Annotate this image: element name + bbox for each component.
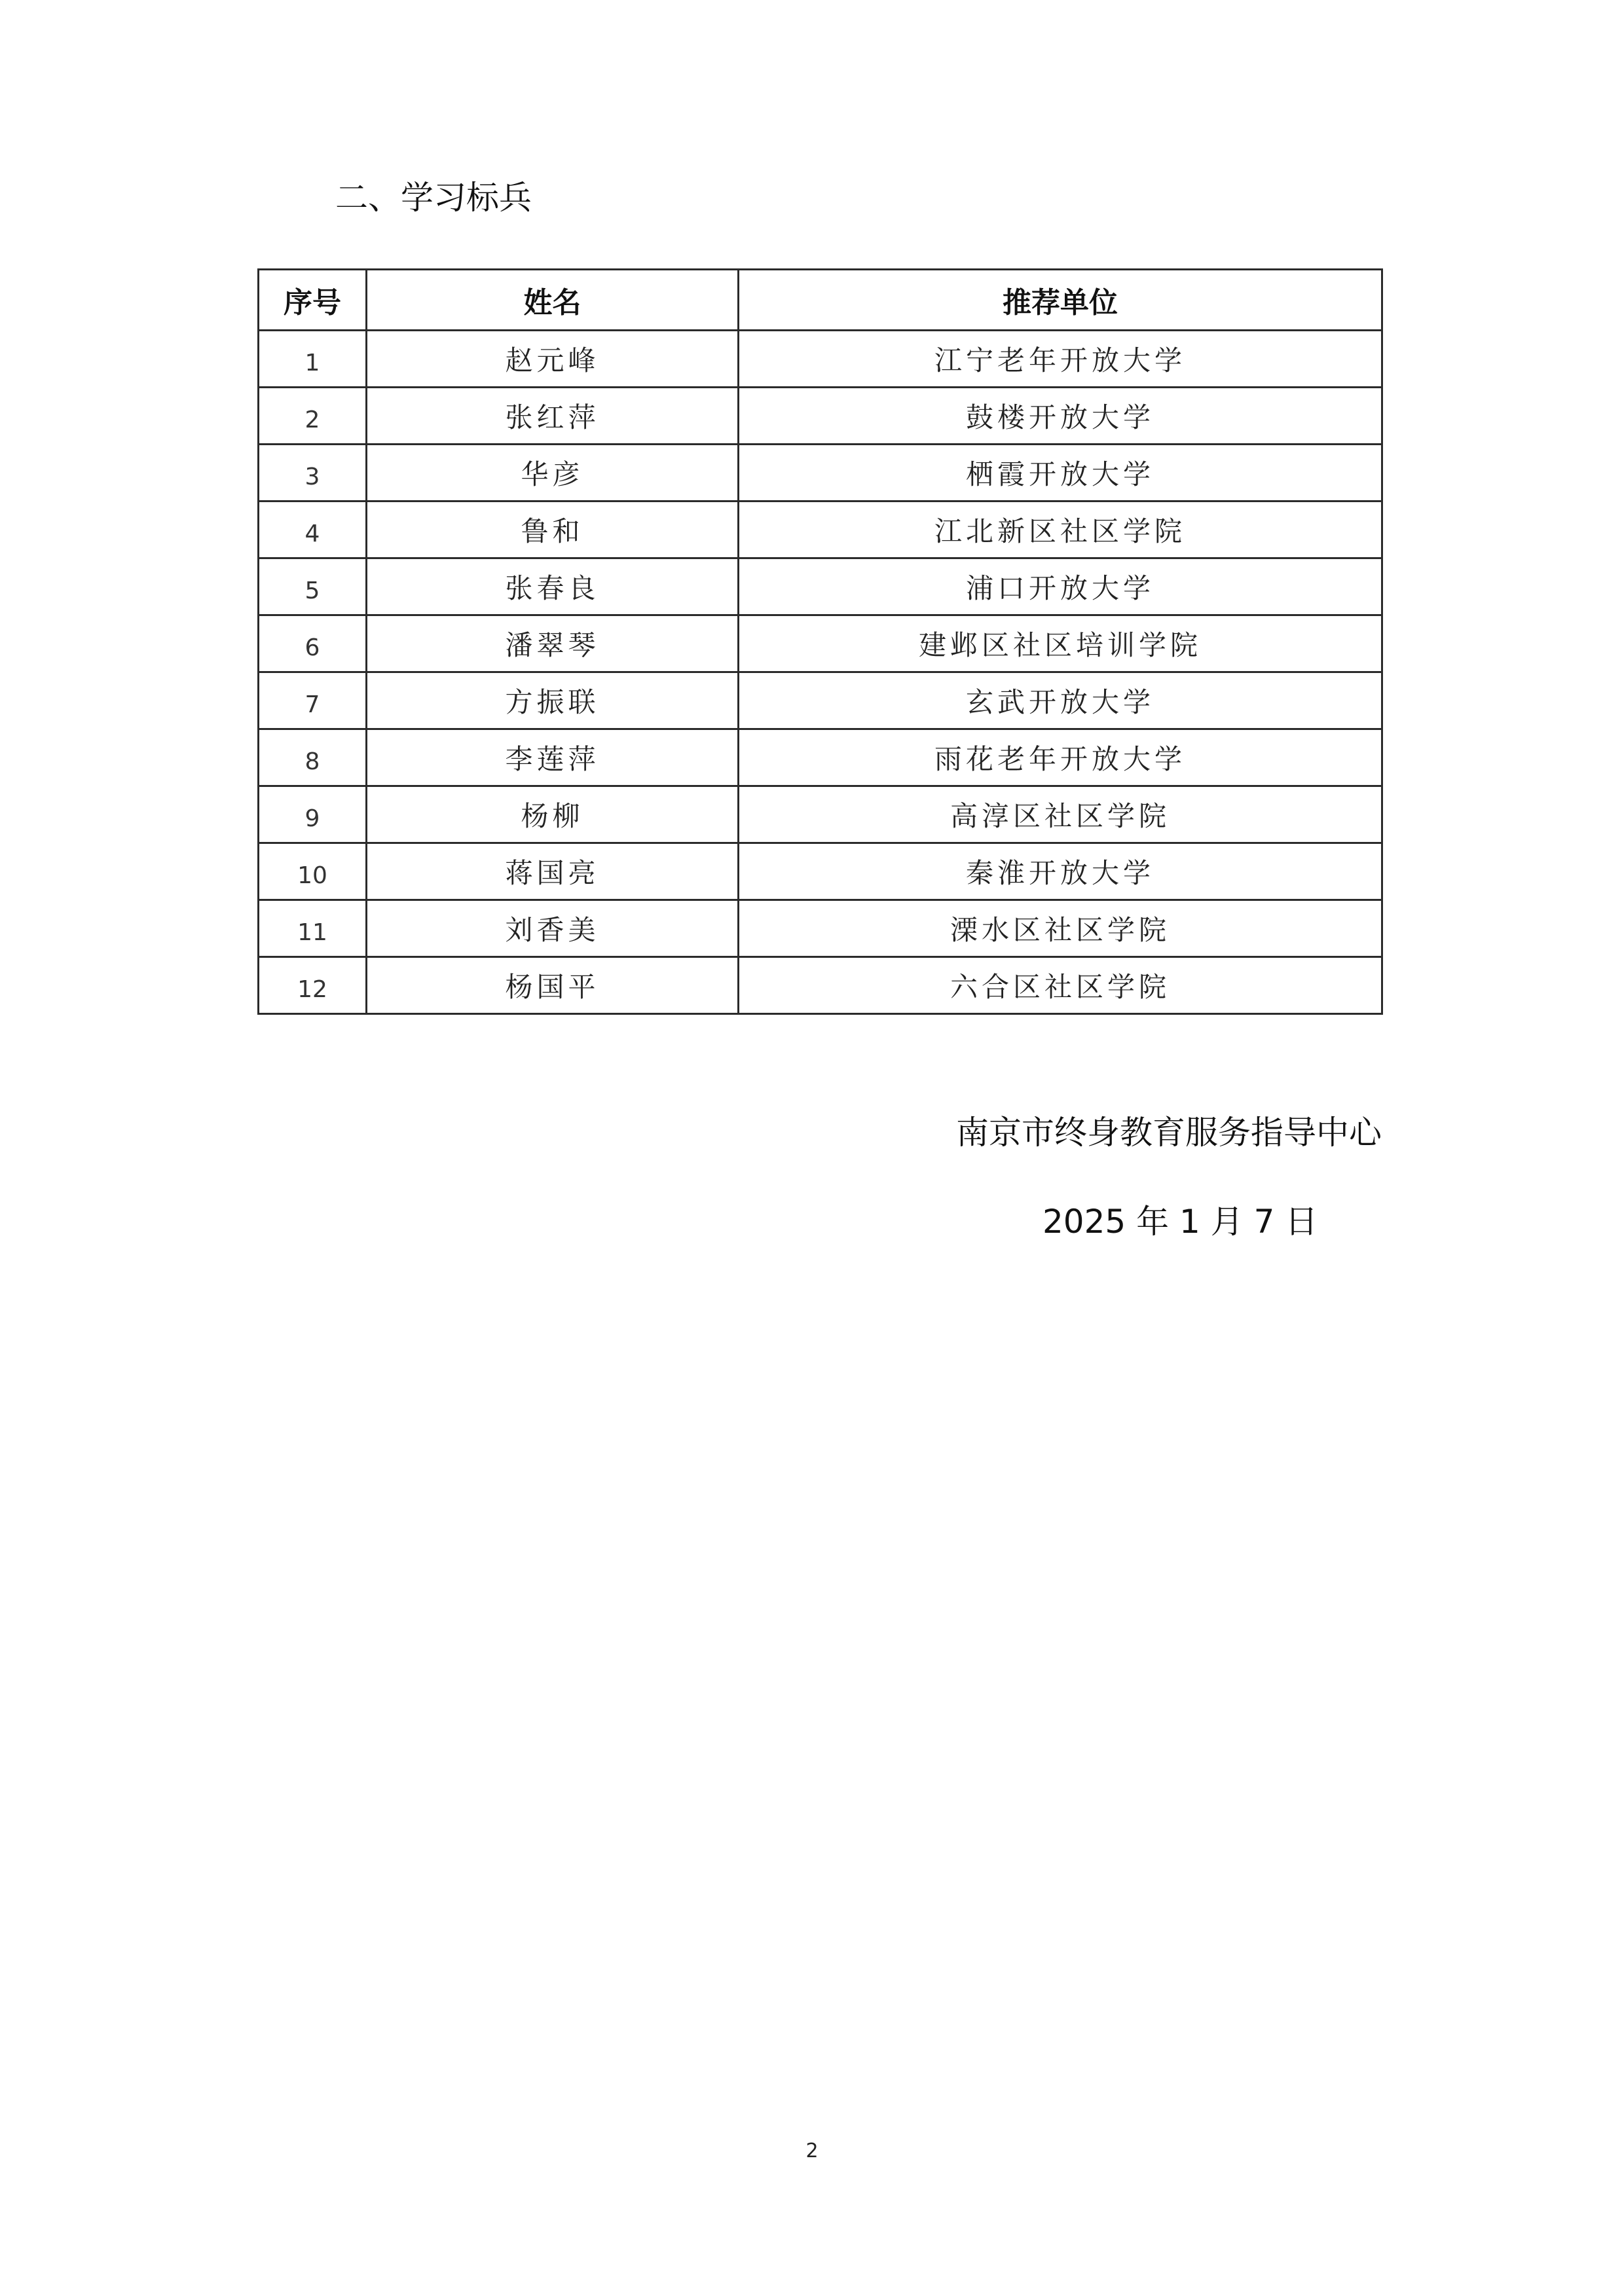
row-index: 12 <box>259 957 367 1014</box>
row-name: 华彦 <box>367 445 739 501</box>
table-row <box>259 900 1382 957</box>
table-row <box>259 501 1382 558</box>
row-name: 刘香美 <box>367 900 739 957</box>
row-unit: 栖霞开放大学 <box>739 445 1382 501</box>
table-row <box>259 843 1382 900</box>
row-index: 4 <box>259 501 367 558</box>
row-index: 3 <box>259 445 367 501</box>
table-row <box>259 331 1382 388</box>
row-unit: 溧水区社区学院 <box>739 900 1382 957</box>
row-unit: 高淳区社区学院 <box>739 786 1382 843</box>
table-row <box>259 445 1382 501</box>
row-name: 赵元峰 <box>367 331 739 388</box>
header-index: 序号 <box>259 270 367 331</box>
row-unit: 雨花老年开放大学 <box>739 729 1382 786</box>
table-row <box>259 615 1382 672</box>
row-index: 9 <box>259 786 367 843</box>
row-unit: 江宁老年开放大学 <box>739 331 1382 388</box>
row-name: 杨柳 <box>367 786 739 843</box>
row-unit: 玄武开放大学 <box>739 672 1382 729</box>
row-name: 蒋国亮 <box>367 843 739 900</box>
row-unit: 鼓楼开放大学 <box>739 388 1382 445</box>
issue-date: 2025 年 1 月 7 日 <box>1043 1203 1318 1241</box>
row-index: 10 <box>259 843 367 900</box>
section-heading: 二、学习标兵 <box>335 179 532 217</box>
row-index: 11 <box>259 900 367 957</box>
row-name: 方振联 <box>367 672 739 729</box>
row-unit: 建邺区社区培训学院 <box>739 615 1382 672</box>
row-name: 张春良 <box>367 558 739 615</box>
row-unit: 江北新区社区学院 <box>739 501 1382 558</box>
table-row <box>259 558 1382 615</box>
issuer-signature: 南京市终身教育服务指导中心 <box>956 1114 1382 1152</box>
header-name: 姓名 <box>367 270 739 331</box>
row-name: 鲁和 <box>367 501 739 558</box>
row-name: 杨国平 <box>367 957 739 1014</box>
row-name: 潘翠琴 <box>367 615 739 672</box>
table-row <box>259 388 1382 445</box>
row-unit: 秦淮开放大学 <box>739 843 1382 900</box>
table-row <box>259 672 1382 729</box>
row-index: 6 <box>259 615 367 672</box>
header-unit: 推荐单位 <box>739 270 1382 331</box>
row-index: 2 <box>259 388 367 445</box>
table-row <box>259 786 1382 843</box>
table-row <box>259 957 1382 1014</box>
table-row <box>259 729 1382 786</box>
honoree-table <box>257 268 1383 1015</box>
row-name: 李莲萍 <box>367 729 739 786</box>
row-index: 5 <box>259 558 367 615</box>
row-name: 张红萍 <box>367 388 739 445</box>
page-number: 2 <box>805 2140 819 2162</box>
row-unit: 浦口开放大学 <box>739 558 1382 615</box>
row-index: 8 <box>259 729 367 786</box>
table-header-row <box>259 270 1382 331</box>
row-index: 1 <box>259 331 367 388</box>
row-index: 7 <box>259 672 367 729</box>
row-unit: 六合区社区学院 <box>739 957 1382 1014</box>
